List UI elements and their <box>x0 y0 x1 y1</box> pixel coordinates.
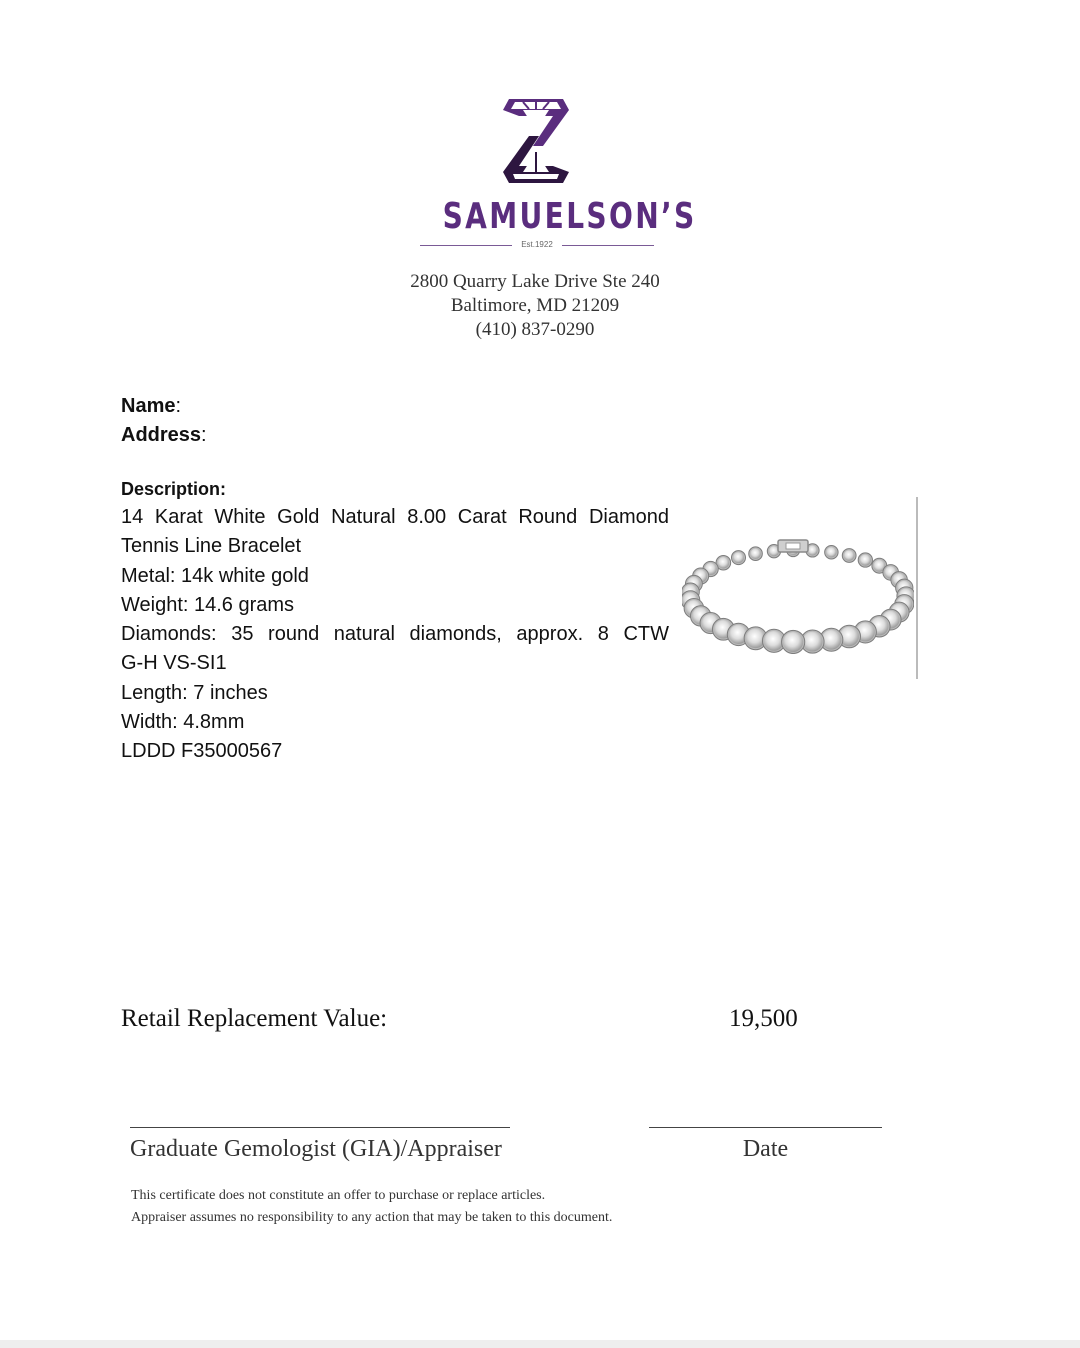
description-line: Metal: 14k white gold <box>121 564 309 587</box>
address-phone: (410) 837-0290 <box>475 319 595 340</box>
description-line: 14 Karat White Gold Natural 8.00 Carat Round Diamond <box>121 506 669 528</box>
description-line: Length: 7 inches <box>121 681 268 704</box>
customer-name-separator: : <box>175 395 182 417</box>
bracelet-diamond <box>826 547 836 557</box>
address-city: Baltimore, MD 21209 <box>450 295 620 316</box>
date-signature-line <box>649 1127 882 1128</box>
description-line: Tennis Line Bracelet <box>121 535 302 558</box>
customer-address-field <box>121 423 207 447</box>
appraiser-caption: Graduate Gemologist (GIA)/Appraiser <box>130 1136 502 1162</box>
customer-address-separator: : <box>201 424 207 446</box>
disclaimer <box>131 1185 612 1229</box>
diamond-tennis-bracelet-photo <box>682 536 914 654</box>
description-heading: Description: <box>121 479 227 499</box>
store-address <box>340 270 730 342</box>
bracelet-diamond <box>783 632 803 652</box>
description-line: G-H VS-SI1 <box>121 652 227 675</box>
photo-divider <box>916 497 918 679</box>
description-line: Width: 4.8mm <box>121 711 245 734</box>
description-line: Diamonds: 35 round natural diamonds, approx. 8 CTW <box>121 623 669 646</box>
bracelet-diamond <box>733 552 744 563</box>
customer-name-field <box>121 394 181 418</box>
bracelet-diamond <box>807 545 817 555</box>
date-caption: Date <box>742 1136 789 1162</box>
diamond-s-logo-icon <box>503 96 569 186</box>
address-street: 2800 Quarry Lake Drive Ste 240 <box>410 271 660 292</box>
description-line: Weight: 14.6 grams <box>121 593 295 616</box>
disclaimer-line: This certificate does not constitute an offer to purchase or replace articles. <box>131 1188 546 1203</box>
established-year: Est.1922 <box>521 240 553 249</box>
bracelet-diamond <box>764 631 784 651</box>
description-line: LDDD F35000567 <box>121 740 283 763</box>
appraiser-signature-line <box>130 1127 510 1128</box>
bracelet-diamond <box>821 630 841 650</box>
customer-address-label: Address <box>121 424 202 446</box>
retail-value-label: Retail Replacement Value: <box>121 1005 388 1032</box>
bracelet-diamond <box>750 549 760 559</box>
customer-name-label: Name <box>121 395 176 417</box>
bracelet-diamond <box>844 550 855 561</box>
est-divider-left <box>420 245 512 246</box>
page-edge <box>0 1340 1080 1348</box>
brand-name: SAMUELSON’S <box>442 196 697 237</box>
bracelet-diamond <box>718 557 729 568</box>
est-divider-right <box>562 245 654 246</box>
retail-value-amount: 19,500 <box>729 1005 798 1032</box>
disclaimer-line: Appraiser assumes no responsibility to any action that may be taken to this document. <box>131 1210 613 1225</box>
description-lines <box>121 503 669 767</box>
bracelet-diamond <box>803 632 823 652</box>
bracelet-diamond <box>860 554 871 565</box>
